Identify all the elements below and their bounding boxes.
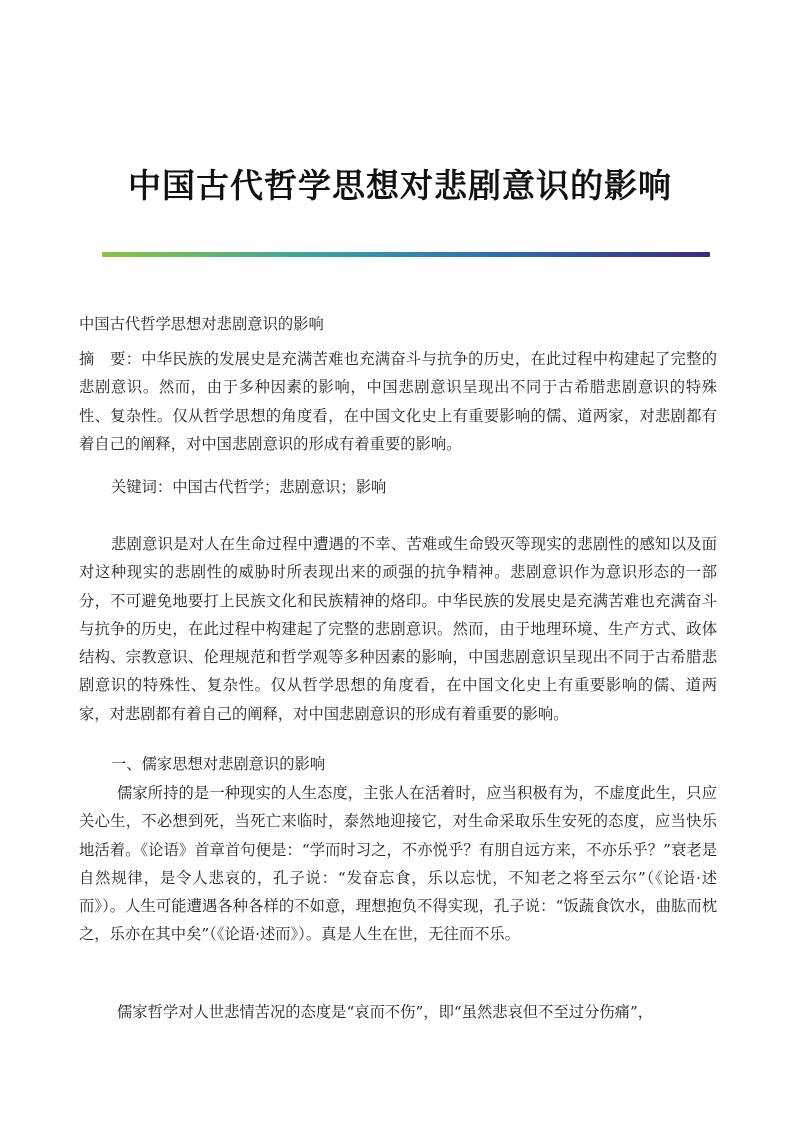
section-heading-1: 一、儒家思想对悲剧意识的影响 [111,755,326,773]
body-paragraph-3: 儒家哲学对人世悲情苦况的态度是“哀而不伤”，即“虽然悲哀但不至过分伤痛”， [117,1003,654,1021]
body-paragraph-2: 儒家所持的是一种现实的人生态度，主张人在活着时，应当积极有为，不虚度此生，只应关心生，不必想到死，当死亡来临时，泰然地迎接它，对生命采取乐生安死的态度，应当快乐地活着。《论语》首章首句便是：“学而时习之，不亦悦乎？有朋自远方来，不亦乐乎？”衰老是自然规律，是令人悲哀的，孔子说：“发奋忘食，乐以忘忧，不知老之将至云尔”（《论语·述而》）。人生可能遭遇各种各样的不如意，理想抱负不得实现，孔子说：“饭蔬食饮水，曲肱而枕之，乐亦在其中矣”（《论语·述而》）。真是人生在世，无往而不乐。 [79,784,717,944]
abstract-paragraph: 摘 要：中华民族的发展史是充满苦难也充满奋斗与抗争的历史，在此过程中构建起了完整的悲剧意识。然而，由于多种因素的影响，中国悲剧意识呈现出不同于古希腊悲剧意识的特殊性、复杂性。仅从哲学思想的角度看，在中国文化史上有重要影响的儒、道两家，对悲剧都有着自己的阐释，对中国悲剧意识的形成有着重要的影响。 [79,350,717,453]
article-subtitle: 中国古代哲学思想对悲剧意识的影响 [79,315,324,333]
body-paragraph-1: 悲剧意识是对人在生命过程中遭遇的不幸、苦难或生命毁灭等现实的悲剧性的感知以及面对这种现实的悲剧性的威胁时所表现出来的顽强的抗争精神。悲剧意识作为意识形态的一部分，不可避免地要打上民族文化和民族精神的烙印。中华民族的发展史是充满苦难也充满奋斗与抗争的历史，在此过程中构建起了完整的悲剧意识。然而，由于地理环境、生产方式、政体结构、宗教意识、伦理规范和哲学观等多种因素的影响，中国悲剧意识呈现出不同于古希腊悲剧意识的特殊性、复杂性。仅从哲学思想的角度看，在中国文化史上有重要影响的儒、道两家，对悲剧都有着自己的阐释，对中国悲剧意识的形成有着重要的影响。 [79,535,717,723]
title-divider [102,252,710,257]
keywords-line: 关键词：中国古代哲学；悲剧意识；影响 [111,478,387,496]
document-title: 中国古代哲学思想对悲剧意识的影响 [128,166,672,205]
